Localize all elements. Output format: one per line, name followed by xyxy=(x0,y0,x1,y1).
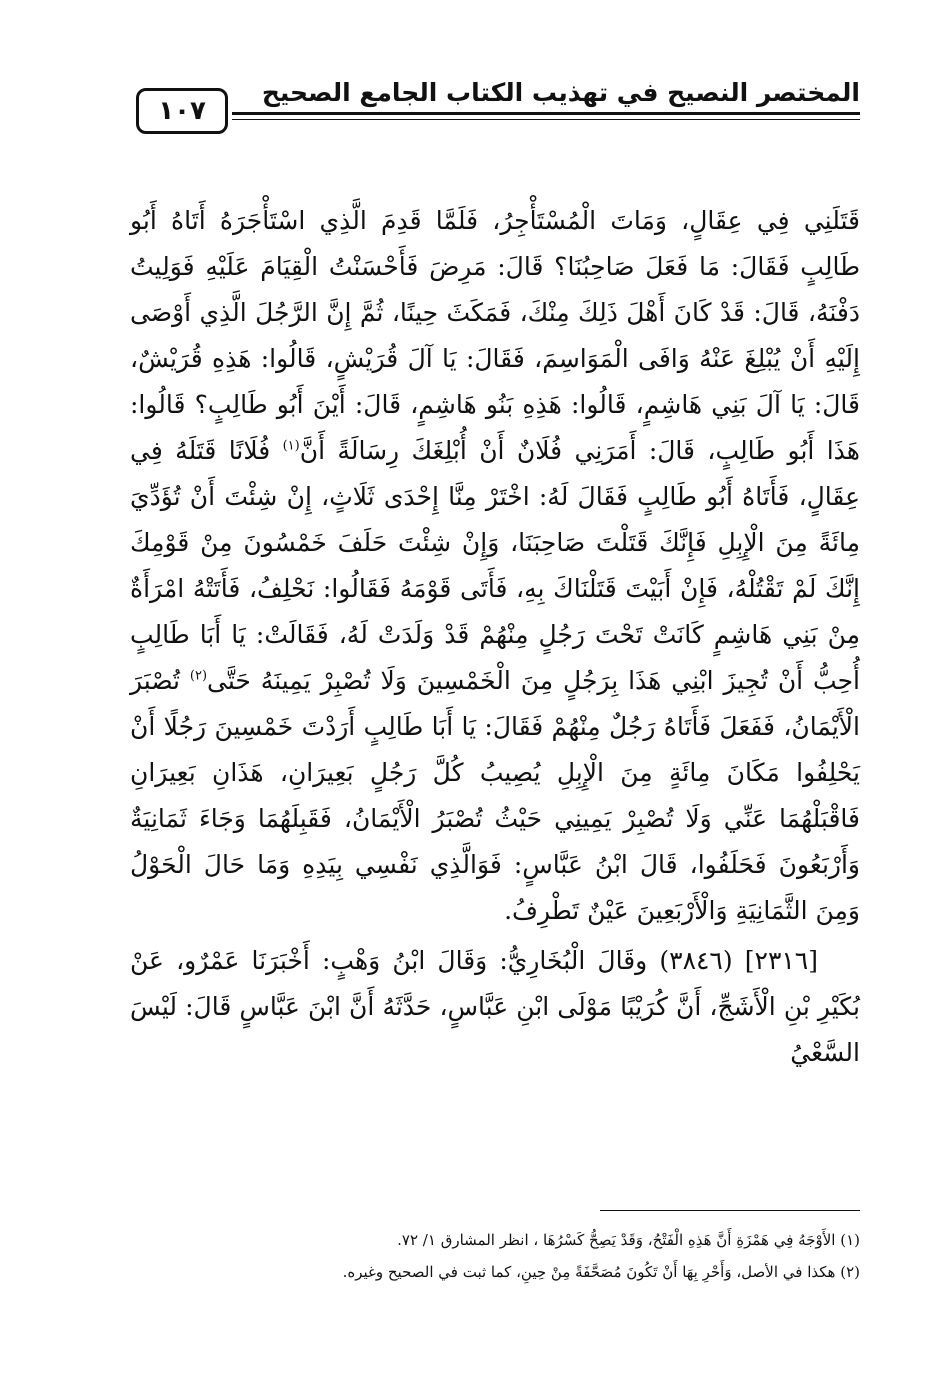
paragraph-1-part-3: تُصْبَرَ الْأَيْمَانُ، فَفَعَلَ فَأَتَاهُ رَجُلٌ مِنْهُمْ فَقَالَ: يَا أَبَا طَالِبٍ أَرَدْتَ خَمْسِينَ رَجُلًا أَنْ يَحْلِفُوا مَكَانَ مِائَةٍ مِنَ الْإِبِلِ يُصِيبُ كُلَّ رَجُلٍ بَعِيرَانِ، هَذَانِ بَعِيرَانِ فَاقْبَلْهُمَا عَنِّي وَلَا تُصْبِرْ يَمِينِي حَيْثُ تُصْبَرُ الْأَيْمَانُ، فَقَبِلَهُمَا وَجَاءَ ثَمَانِيَةٌ وَأَرْبَعُونَ فَحَلَفُوا، قَالَ ابْنُ عَبَّاسٍ: فَوَالَّذِي نَفْسِي بِيَدِهِ وَمَا حَالَ الْحَوْلُ وَمِنَ الثَّمَانِيَةِ وَالْأَرْبَعِينَ عَيْنٌ تَطْرِفُ. xyxy=(130,666,860,925)
footnote-marker-2: (٢) xyxy=(189,668,208,684)
page-number-box xyxy=(136,88,228,134)
footnote-separator xyxy=(600,1210,860,1211)
paragraph-1-part-1: قَتَلَنِي فِي عِقَالٍ، وَمَاتَ الْمُسْتَأْجِرُ، فَلَمَّا قَدِمَ الَّذِي اسْتَأْجَرَهُ أَتَاهُ أَبُو طَالِبٍ فَقَالَ: مَا فَعَلَ صَاحِبُنَا؟ قَالَ: مَرِضَ فَأَحْسَنْتُ الْقِيَامَ عَلَيْهِ فَوَلِيتُ دَفْنَهُ، قَالَ: قَدْ كَانَ أَهْلَ ذَلِكَ مِنْكَ، فَمَكَثَ حِينًا، ثُمَّ إِنَّ الرَّجُلَ الَّذِي أَوْصَى إِلَيْهِ أَنْ يُبْلِغَ عَنْهُ وَافَى الْمَوَاسِمَ، فَقَالَ: يَا آلَ قُرَيْشٍ، قَالُوا: هَذِهِ قُرَيْشٌ، قَالَ: يَا آلَ بَنِي هَاشِمٍ، قَالُوا: هَذِهِ بَنُو هَاشِمٍ، قَالَ: أَيْنَ أَبُو طَالِبٍ؟ قَالُوا: هَذَا أَبُو طَالِبٍ، قَالَ: أَمَرَنِي فُلَانٌ أَنْ أُبْلِغَكَ رِسَالَةً أَنَّ xyxy=(130,206,860,465)
footnote-2: (٢) هكذا في الأصل، وَأَحْرِ بِهَا أَنْ تَكُونَ مُصَحَّفَةً مِنْ حِينِ، كما ثبت في الصحيح وغيره. xyxy=(342,1263,860,1281)
paragraph-1-part-2: فُلَانًا قَتَلَهُ فِي عِقَالٍ، فَأَتَاهُ أَبُو طَالِبٍ فَقَالَ لَهُ: اخْتَرْ مِنَّا إِحْدَى ثَلَاثٍ، إِنْ شِئْتَ أَنْ تُؤَدِّيَ مِائَةً مِنَ الْإِبِلِ فَإِنَّكَ قَتَلْتَ صَاحِبَنَا، وَإِنْ شِئْتَ حَلَفَ خَمْسُونَ مِنْ قَوْمِكَ إِنَّكَ لَمْ تَقْتُلْهُ، فَإِنْ أَبَيْتَ قَتَلْنَاكَ بِهِ، فَأَتَى قَوْمَهُ فَقَالُوا: نَحْلِفُ، فَأَتَتْهُ امْرَأَةٌ مِنْ بَنِي هَاشِمٍ كَانَتْ تَحْتَ رَجُلٍ مِنْهُمْ قَدْ وَلَدَتْ لَهُ، فَقَالَتْ: يَا أَبَا طَالِبٍ أُحِبُّ أَنْ تُجِيزَ ابْنِي هَذَا بِرَجُلٍ مِنَ الْخَمْسِينَ وَلَا تُصْبِرْ يَمِينَهُ حَتَّى xyxy=(130,436,860,695)
running-header-title: المختصر النصيح في تهذيب الكتاب الجامع الصحيح xyxy=(261,78,860,107)
footnote-1: (١) الأَوْجَهُ فِي هَمْزَةِ أَنَّ هَذِهِ الْفَتْحُ، وَقَدْ يَصِحُّ كَسْرُهَا ، انظر المشارق ١/ ٧٢. xyxy=(397,1231,860,1249)
page-number: ١٠٧ xyxy=(158,96,206,126)
footnote-marker-1: (١) xyxy=(282,438,300,454)
footnotes xyxy=(130,1224,860,1288)
paragraph-2: [٢٣١٦] (٣٨٤٦) وقَالَ الْبُخَارِيُّ: وَقَالَ ابْنُ وَهْبٍ: أَخْبَرَنَا عَمْرٌو، عَنْ بُكَيْرِ بْنِ الْأَشَجِّ، أَنَّ كُرَيْبًا مَوْلَى ابْنِ عَبَّاسٍ، حَدَّثَهُ أَنَّ ابْنَ عَبَّاسٍ قَالَ: لَيْسَ السَّعْيُ xyxy=(130,946,860,1067)
paragraph-1 xyxy=(130,198,860,934)
header-rule-thick xyxy=(232,112,860,115)
header-rule-thin xyxy=(232,119,860,120)
main-text xyxy=(130,198,860,1076)
